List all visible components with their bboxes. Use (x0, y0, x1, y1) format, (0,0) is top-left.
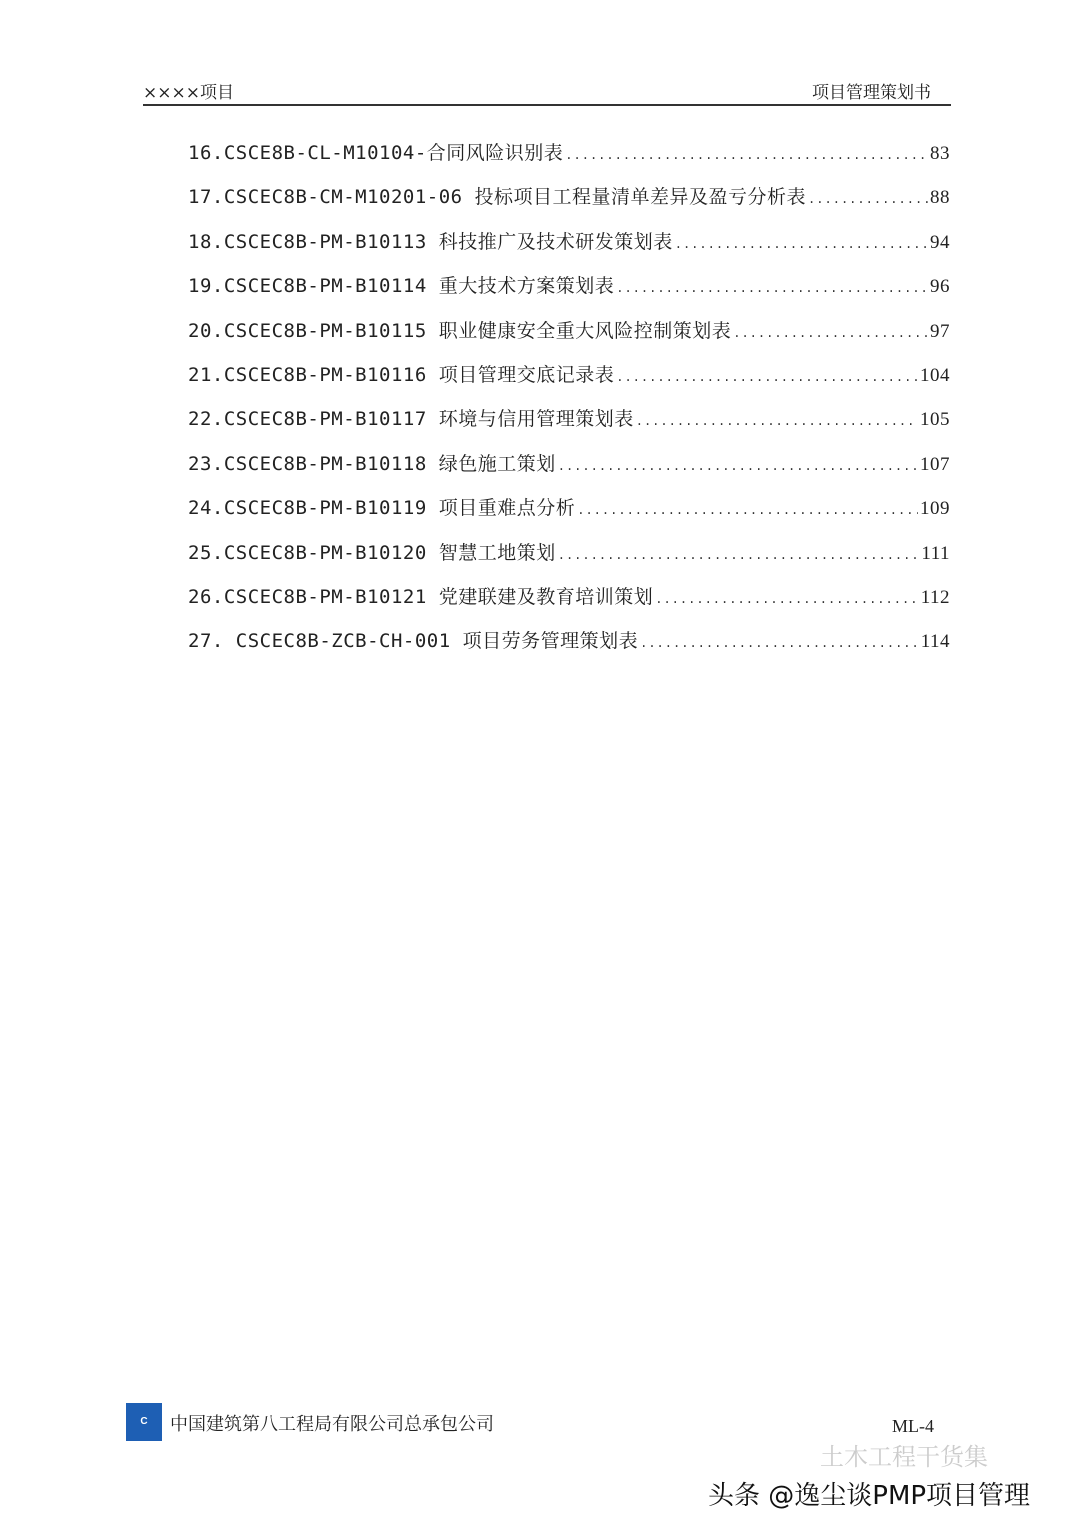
toc-entry-title: 17.CSCEC8B-CM-M10201-06 投标项目工程量清单差异及盈亏分析表 (188, 186, 807, 209)
toc-entry-page: 112 (920, 586, 950, 608)
toc-entry-page: 88 (930, 187, 950, 209)
dot-leader (640, 636, 919, 650)
dot-leader (616, 370, 918, 384)
dot-leader (577, 503, 918, 517)
toc-entry-title: 21.CSCEC8B-PM-B10116 项目管理交底记录表 (188, 363, 615, 386)
toc-entry[interactable] (188, 360, 950, 404)
toc-entry-title: 20.CSCEC8B-PM-B10115 职业健康安全重大风险控制策划表 (188, 319, 732, 342)
toc-entry[interactable] (188, 404, 950, 448)
toc-entry-title: 19.CSCEC8B-PM-B10114 重大技术方案策划表 (188, 275, 615, 298)
toc-entry-page: 105 (920, 409, 950, 431)
toc-entry-page: 94 (930, 231, 950, 253)
toc-entry[interactable] (188, 227, 950, 271)
toc-entry-page: 107 (920, 453, 950, 475)
toc-entry-page: 96 (930, 276, 950, 298)
toc-entry-title: 18.CSCEC8B-PM-B10113 科技推广及技术研发策划表 (188, 230, 673, 253)
toc-entry-page: 109 (920, 498, 950, 520)
company-logo: C (126, 1403, 162, 1441)
toc-entry[interactable] (188, 271, 950, 315)
dot-leader (616, 281, 928, 295)
toc-entry[interactable] (188, 538, 950, 582)
toc-entry-title: 26.CSCEC8B-PM-B10121 党建联建及教育培训策划 (188, 585, 654, 608)
toc-entry-title: 24.CSCEC8B-PM-B10119 项目重难点分析 (188, 497, 576, 520)
watermark: 头条 @逸尘谈PMP项目管理 (708, 1481, 1031, 1511)
dot-leader (675, 237, 928, 251)
toc-entry-page: 97 (930, 320, 950, 342)
toc-entry-page: 83 (930, 143, 950, 164)
toc-entry-page: 114 (920, 631, 950, 653)
toc-entry-page: 104 (920, 364, 950, 386)
toc-entry-title: 27. CSCEC8B-ZCB-CH-001 项目劳务管理策划表 (188, 630, 639, 653)
footer-page-number: ML-4 (892, 1416, 934, 1436)
toc-entry[interactable] (188, 582, 950, 626)
dot-leader (558, 459, 918, 473)
toc-entry[interactable] (188, 493, 950, 537)
dot-leader (565, 148, 928, 162)
footer-company: 中国建筑第八工程局有限公司总承包公司 (170, 1414, 494, 1435)
dot-leader (808, 192, 928, 206)
toc-entry[interactable] (188, 138, 950, 182)
toc-entry[interactable] (188, 449, 950, 493)
toc-entry[interactable] (188, 316, 950, 360)
dot-leader (655, 592, 918, 606)
toc-entry-title: 16.CSCE8B-CL-M10104-合同风险识别表 (188, 142, 564, 164)
toc-entry-title: 22.CSCEC8B-PM-B10117 环境与信用管理策划表 (188, 408, 634, 431)
toc-entry[interactable] (188, 626, 950, 670)
dot-leader (733, 326, 928, 340)
dot-leader (636, 414, 918, 428)
toc-entry-title: 23.CSCEC8B-PM-B10118 绿色施工策划 (188, 452, 556, 475)
toc-entry-page: 111 (921, 542, 950, 564)
toc-entry[interactable] (188, 182, 950, 226)
header-document-title: 项目管理策划书 (812, 83, 931, 103)
table-of-contents (188, 138, 950, 671)
header-project-name: ××××项目 (143, 83, 234, 103)
dot-leader (558, 548, 920, 562)
watermark-faint: 土木工程干货集 (820, 1444, 988, 1471)
page-header (143, 76, 951, 106)
toc-entry-title: 25.CSCEC8B-PM-B10120 智慧工地策划 (188, 541, 556, 564)
